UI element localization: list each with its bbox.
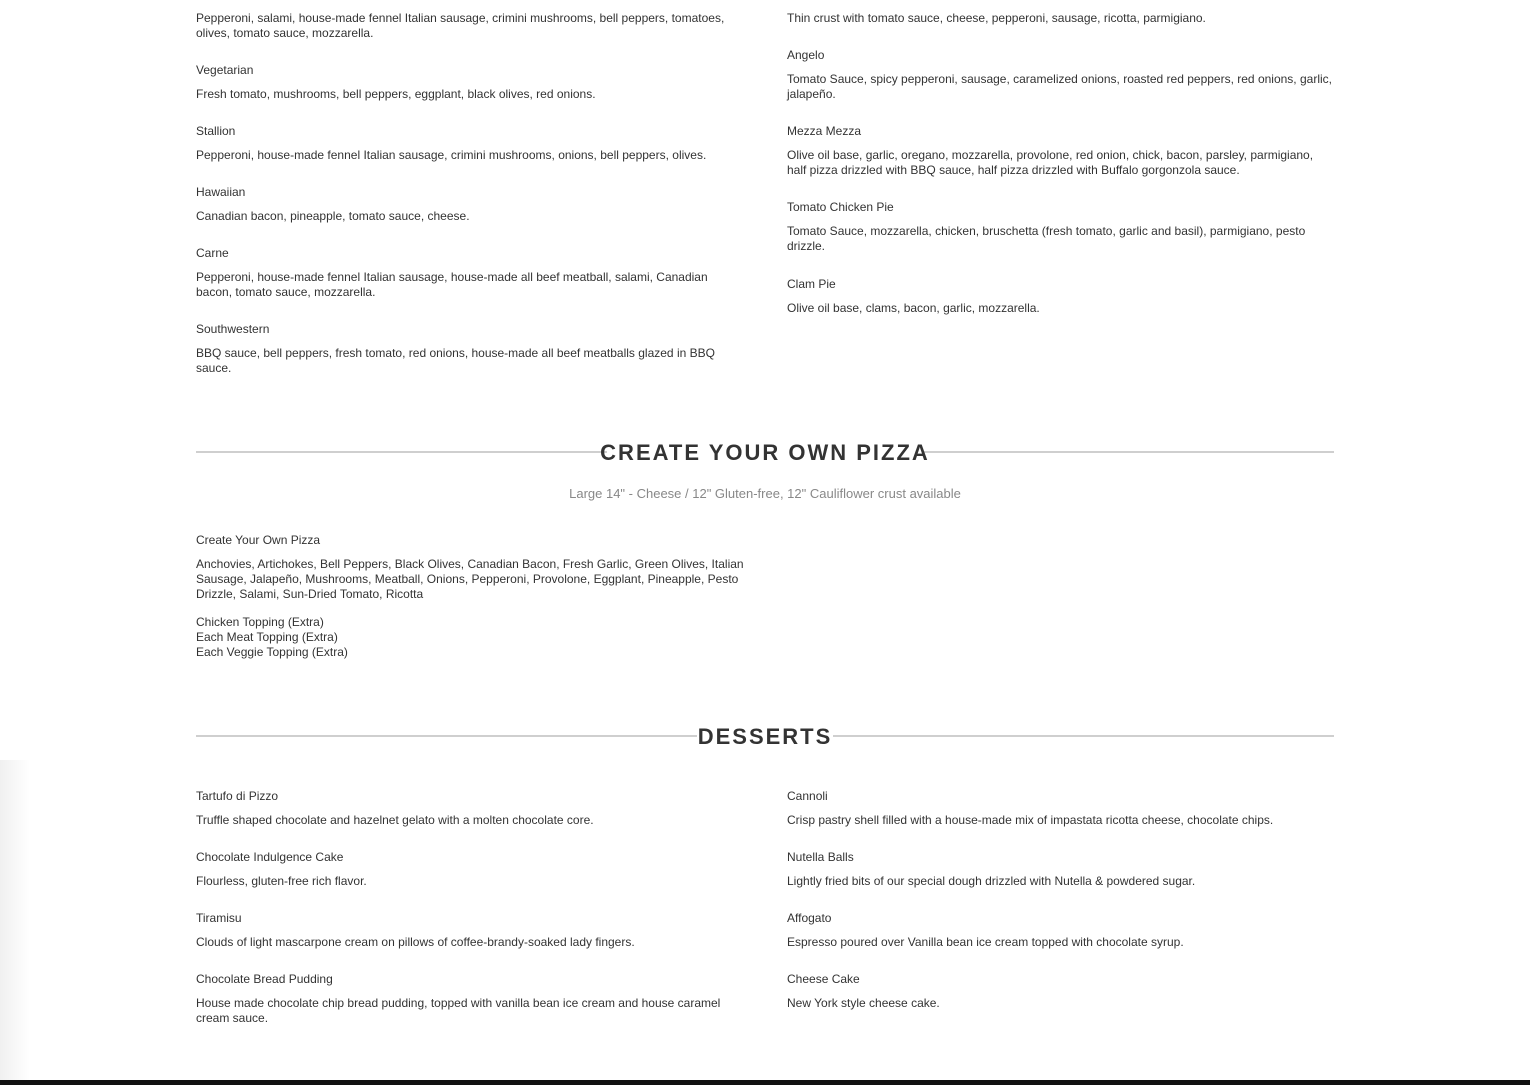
menu-item-name: Mezza Mezza xyxy=(787,124,862,138)
extra-item: Each Veggie Topping (Extra) xyxy=(196,645,348,659)
menu-item-description: Tomato Sauce, mozzarella, chicken, bruschetta (fresh tomato, garlic and basil), parmigiano, pesto drizzle. xyxy=(787,224,1306,253)
menu-item-description: Crisp pastry shell filled with a house-made mix of impastata ricotta cheese, chocolate chips. xyxy=(787,813,1274,827)
menu-item-vegetarian xyxy=(196,63,742,102)
menu-item-tartufo xyxy=(196,789,742,828)
menu-item-name: Create Your Own Pizza xyxy=(196,533,321,547)
menu-item-description: Olive oil base, garlic, oregano, mozzarella, provolone, red onion, chick, bacon, parsley, parmigiano, half pizza drizzled with BBQ sauce, half pizza drizzled with Buffalo gorgonzola sauce. xyxy=(787,148,1314,177)
menu-item-bread-pudding xyxy=(196,972,742,1026)
menu-item-name: Angelo xyxy=(787,48,825,62)
menu-item-name: Cheese Cake xyxy=(787,972,860,986)
menu-item-pizza xyxy=(196,11,742,41)
create-your-own-item xyxy=(196,533,744,660)
menu-item-name: Affogato xyxy=(787,911,832,925)
menu-item-description: Pepperoni, salami, house-made fennel Italian sausage, crimini mushrooms, bell peppers, tomatoes, olives, tomato sauce, mozzarella. xyxy=(196,11,725,40)
menu-item-stallion xyxy=(196,124,742,163)
menu-item-name: Tartufo di Pizzo xyxy=(196,789,279,803)
menu-item-cannoli xyxy=(787,789,1333,828)
menu-item-name: Tomato Chicken Pie xyxy=(787,200,894,214)
menu-item-name: Hawaiian xyxy=(196,185,246,199)
menu-item-description: BBQ sauce, bell peppers, fresh tomato, red onions, house-made all beef meatballs glazed in BBQ sauce. xyxy=(196,346,715,375)
page-edge-shadow xyxy=(0,760,30,1080)
menu-item-chocolate-cake xyxy=(196,850,742,889)
menu-item-name: Carne xyxy=(196,246,229,260)
menu-item-description: Clouds of light mascarpone cream on pillows of coffee-brandy-soaked lady fingers. xyxy=(196,935,635,949)
menu-item-description: Truffle shaped chocolate and hazelnet gelato with a molten chocolate core. xyxy=(196,813,594,827)
menu-item-description: New York style cheese cake. xyxy=(787,996,940,1010)
menu-item-description: Lightly fried bits of our special dough drizzled with Nutella & powdered sugar. xyxy=(787,874,1196,888)
menu-item-tiramisu xyxy=(196,911,742,950)
menu-item-affogato xyxy=(787,911,1333,950)
menu-item-description: Espresso poured over Vanilla bean ice cream topped with chocolate syrup. xyxy=(787,935,1184,949)
menu-item-name: Chocolate Bread Pudding xyxy=(196,972,333,986)
menu-item-description: Pepperoni, house-made fennel Italian sausage, crimini mushrooms, onions, bell peppers, olives. xyxy=(196,148,707,162)
menu-item-name: Tiramisu xyxy=(196,911,242,925)
menu-item-angelo xyxy=(787,48,1333,102)
menu-item-name: Stallion xyxy=(196,124,236,138)
section-title: DESSERTS xyxy=(697,724,833,749)
section-header-desserts xyxy=(196,725,1334,755)
menu-item-description: House made chocolate chip bread pudding, topped with vanilla bean ice cream and house caramel cream sauce. xyxy=(196,996,721,1025)
menu-item-description: Olive oil base, clams, bacon, garlic, mozzarella. xyxy=(787,301,1040,315)
footer-bar xyxy=(0,1080,1530,1085)
menu-item-description: Fresh tomato, mushrooms, bell peppers, eggplant, black olives, red onions. xyxy=(196,87,596,101)
menu-item-name: Clam Pie xyxy=(787,277,836,291)
menu-item-carne xyxy=(196,246,742,300)
menu-item-clam-pie xyxy=(787,277,1333,316)
menu-item-description: Tomato Sauce, spicy pepperoni, sausage, caramelized onions, roasted red peppers, red onions, garlic, jalapeño. xyxy=(787,72,1332,101)
menu-item-hawaiian xyxy=(196,185,742,224)
menu-item-nutella-balls xyxy=(787,850,1333,889)
menu-item-name: Vegetarian xyxy=(196,63,254,77)
menu-item-tomato-chicken-pie xyxy=(787,200,1333,254)
menu-item-description: Canadian bacon, pineapple, tomato sauce, cheese. xyxy=(196,209,470,223)
section-header-create-your-own xyxy=(196,441,1334,471)
extra-item: Each Meat Topping (Extra) xyxy=(196,630,338,644)
toppings-list: Anchovies, Artichokes, Bell Peppers, Black Olives, Canadian Bacon, Fresh Garlic, Green Olives, Italian Sausage, Jalapeño, Mushrooms, Meatball, Onions, Pepperoni, Provolone, Eggplant, Pineapple, Pesto Drizzle, Salami, Sun-Dried Tomato, Ricotta xyxy=(196,557,744,601)
menu-item-mezza-mezza xyxy=(787,124,1333,178)
menu-item-name: Cannoli xyxy=(787,789,828,803)
extra-item: Chicken Topping (Extra) xyxy=(196,615,324,629)
menu-item-description: Flourless, gluten-free rich flavor. xyxy=(196,874,367,888)
menu-item-pizza xyxy=(787,11,1333,26)
menu-item-description: Pepperoni, house-made fennel Italian sausage, house-made all beef meatball, salami, Canadian bacon, tomato sauce, mozzarella. xyxy=(196,270,708,299)
section-subtitle: Large 14" - Cheese / 12" Gluten-free, 12" Cauliflower crust available xyxy=(569,486,961,501)
menu-item-description: Thin crust with tomato sauce, cheese, pepperoni, sausage, ricotta, parmigiano. xyxy=(787,11,1206,25)
menu-item-name: Nutella Balls xyxy=(787,850,854,864)
menu-item-southwestern xyxy=(196,322,742,376)
menu-item-cheese-cake xyxy=(787,972,1333,1011)
extras-list xyxy=(196,615,744,660)
menu-item-name: Chocolate Indulgence Cake xyxy=(196,850,344,864)
section-title: CREATE YOUR OWN PIZZA xyxy=(600,440,930,465)
menu-item-name: Southwestern xyxy=(196,322,270,336)
